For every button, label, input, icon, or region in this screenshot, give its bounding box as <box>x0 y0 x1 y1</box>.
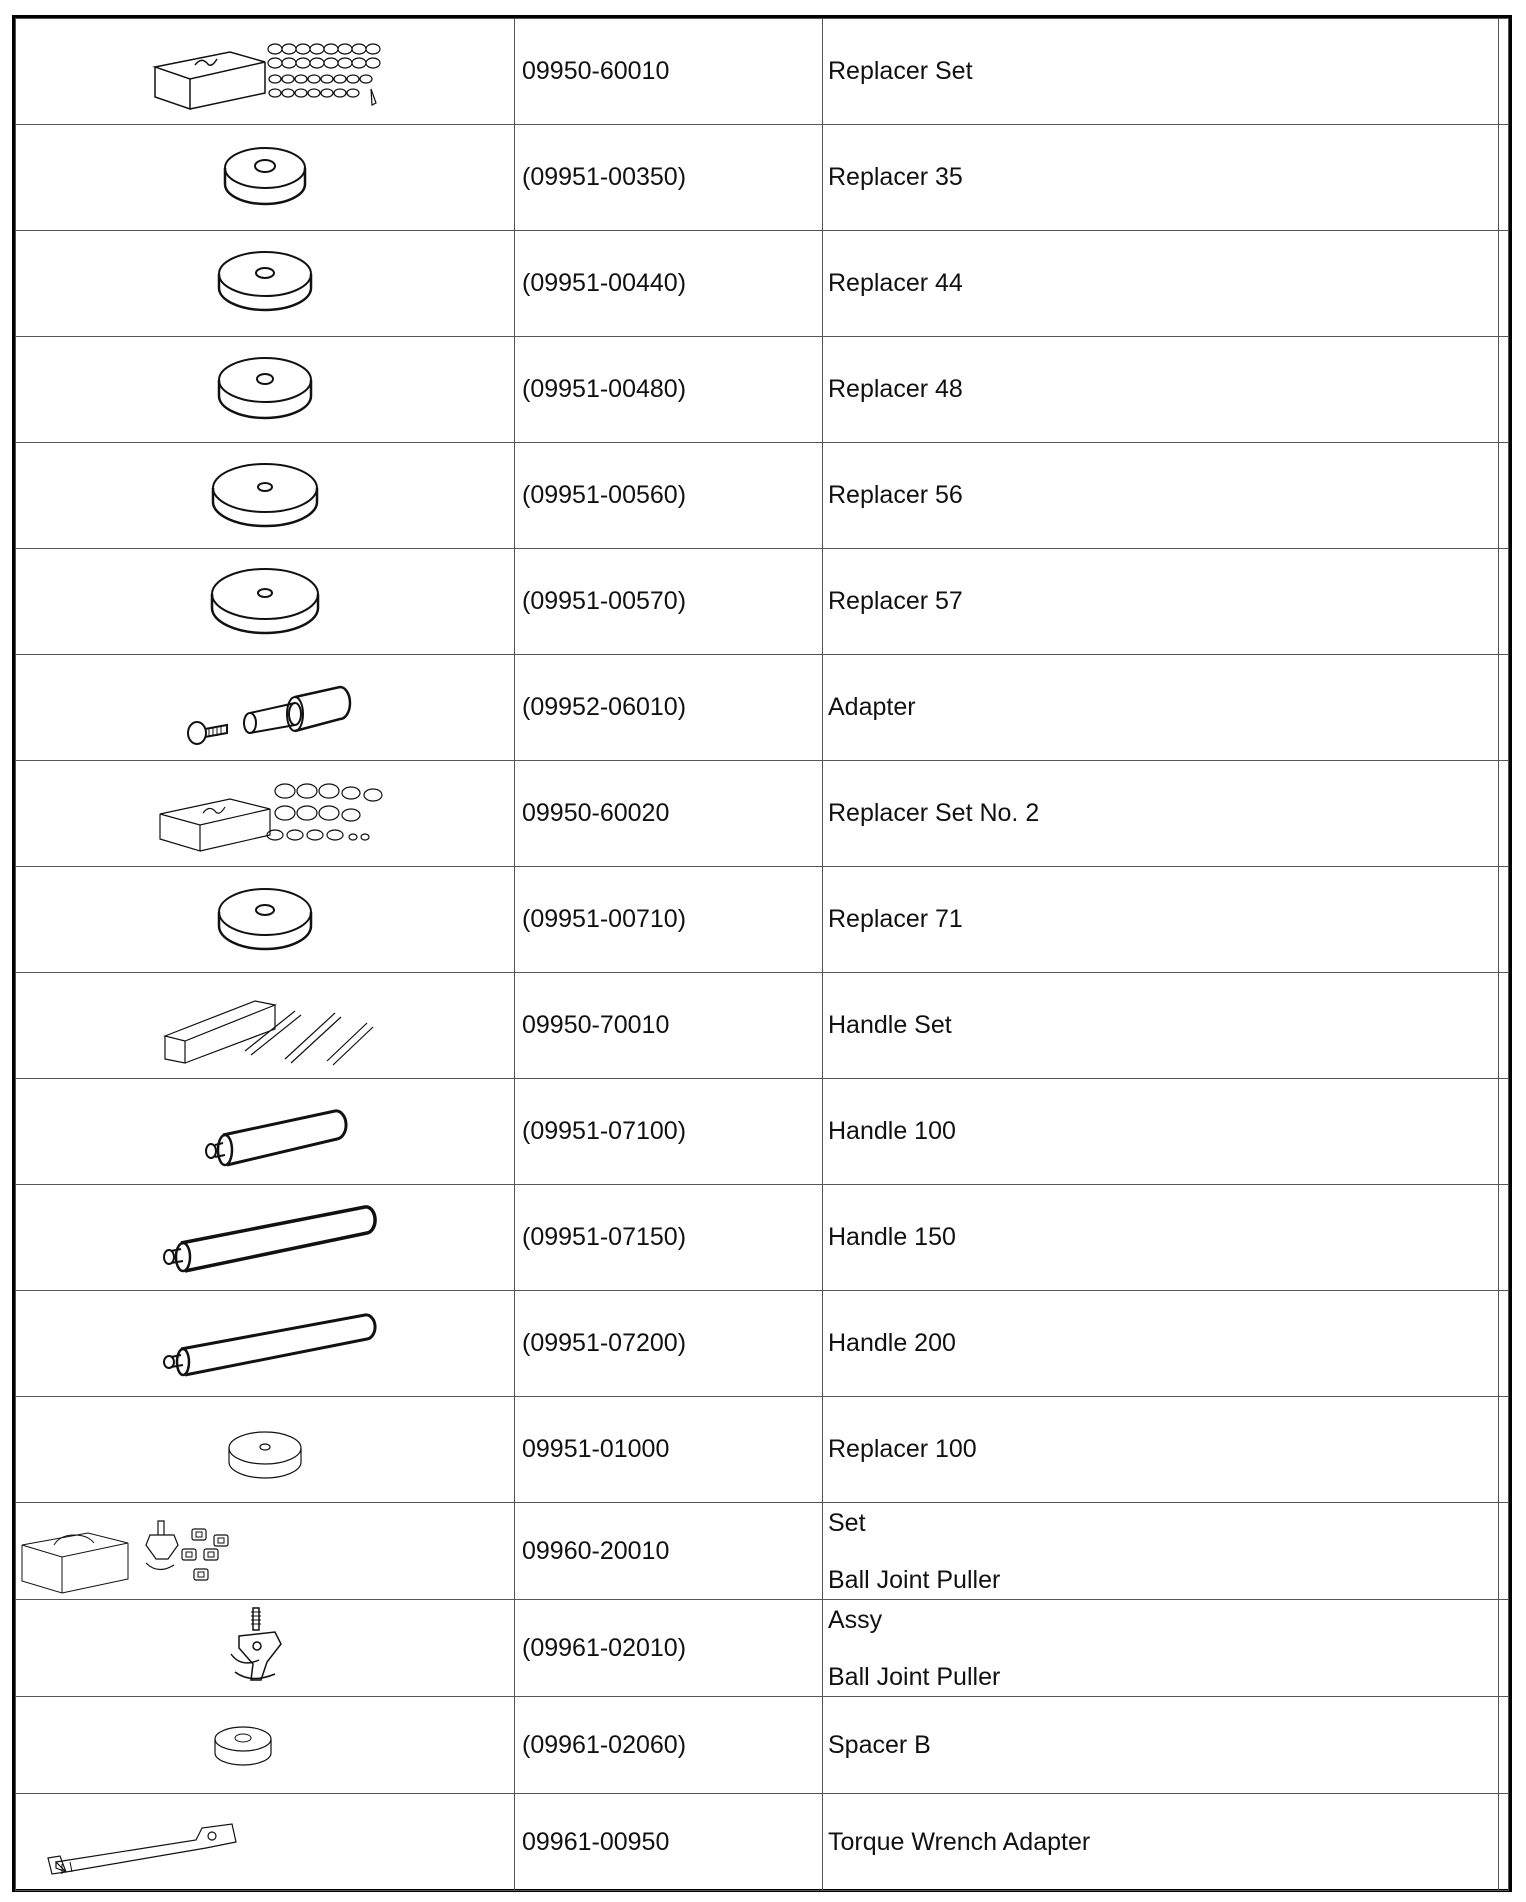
tool-illustration-cell <box>16 867 515 973</box>
handle-illustration <box>135 1299 395 1389</box>
tool-illustration-cell <box>16 655 515 761</box>
tool-illustration-cell <box>16 549 515 655</box>
table-row <box>16 443 1509 549</box>
tool-illustration-cell <box>16 1600 515 1697</box>
tool-name-line-1: Assy <box>828 1606 883 1634</box>
empty-cell <box>1499 655 1509 761</box>
empty-cell <box>1499 761 1509 867</box>
tool-illustration-cell <box>16 231 515 337</box>
tool-name: Replacer 35 <box>823 125 1499 231</box>
replacer-disc-illustration <box>200 880 330 960</box>
tool-name <box>823 1503 1499 1600</box>
table-row <box>16 1600 1509 1697</box>
replacer-disc-illustration <box>200 350 330 430</box>
handle-illustration <box>135 1193 395 1283</box>
tool-name-line-2: Ball Joint Puller <box>828 1663 1001 1691</box>
replacer-disc-illustration <box>195 456 335 536</box>
empty-cell <box>1499 1397 1509 1503</box>
tool-name-line-1: Set <box>828 1509 866 1537</box>
empty-cell <box>1499 125 1509 231</box>
empty-cell <box>1499 337 1509 443</box>
tool-illustration-cell <box>16 19 515 125</box>
tool-illustration-cell <box>16 1697 515 1794</box>
table-row <box>16 1697 1509 1794</box>
empty-cell <box>1499 231 1509 337</box>
tool-name: Handle Set <box>823 973 1499 1079</box>
tool-illustration-cell <box>16 1079 515 1185</box>
empty-cell <box>1499 549 1509 655</box>
tool-illustration-cell <box>16 1185 515 1291</box>
tool-illustration-cell <box>16 761 515 867</box>
empty-cell <box>1499 1079 1509 1185</box>
empty-cell <box>1499 443 1509 549</box>
table-row <box>16 761 1509 867</box>
tool-name: Handle 150 <box>823 1185 1499 1291</box>
tool-name: Handle 200 <box>823 1291 1499 1397</box>
tool-name: Replacer 71 <box>823 867 1499 973</box>
table-row <box>16 867 1509 973</box>
tool-illustration-cell <box>16 1397 515 1503</box>
handle-set-illustration <box>145 981 385 1071</box>
special-tools-table <box>12 15 1512 1892</box>
empty-cell <box>1499 1291 1509 1397</box>
empty-cell <box>1499 1503 1509 1600</box>
tool-illustration-cell <box>16 337 515 443</box>
replacer-disc-illustration <box>205 138 325 218</box>
adapter-illustration <box>155 663 375 753</box>
part-number: 09951-01000 <box>515 1397 823 1503</box>
tool-name: Torque Wrench Adapter <box>823 1794 1499 1891</box>
tool-name: Replacer 56 <box>823 443 1499 549</box>
empty-cell <box>1499 1185 1509 1291</box>
empty-cell <box>1499 19 1509 125</box>
part-number: (09951-00710) <box>515 867 823 973</box>
table-row <box>16 1079 1509 1185</box>
table-row <box>16 337 1509 443</box>
table-row <box>16 549 1509 655</box>
tool-name: Adapter <box>823 655 1499 761</box>
replacer-set-case-illustration <box>135 27 395 117</box>
tool-name: Replacer Set <box>823 19 1499 125</box>
table-row <box>16 1397 1509 1503</box>
handle-illustration <box>165 1087 365 1177</box>
replacer-disc-illustration <box>200 244 330 324</box>
table-row <box>16 1503 1509 1600</box>
part-number: (09951-00570) <box>515 549 823 655</box>
tool-name <box>823 1600 1499 1697</box>
replacer-disc-illustration <box>195 562 335 642</box>
part-number: (09951-00560) <box>515 443 823 549</box>
part-number: (09951-00480) <box>515 337 823 443</box>
table-row <box>16 1185 1509 1291</box>
ball-joint-puller-set-illustration <box>18 1505 248 1597</box>
tool-name: Replacer Set No. 2 <box>823 761 1499 867</box>
part-number: 09950-70010 <box>515 973 823 1079</box>
part-number: (09951-07100) <box>515 1079 823 1185</box>
tool-name: Handle 100 <box>823 1079 1499 1185</box>
tool-illustration-cell <box>16 1291 515 1397</box>
part-number: 09950-60010 <box>515 19 823 125</box>
part-number: (09961-02010) <box>515 1600 823 1697</box>
empty-cell <box>1499 1697 1509 1794</box>
empty-cell <box>1499 973 1509 1079</box>
table-row <box>16 231 1509 337</box>
table-row <box>16 19 1509 125</box>
part-number: (09952-06010) <box>515 655 823 761</box>
part-number: (09951-00440) <box>515 231 823 337</box>
tool-name: Replacer 57 <box>823 549 1499 655</box>
empty-cell <box>1499 1600 1509 1697</box>
table-row <box>16 125 1509 231</box>
part-number: (09951-00350) <box>515 125 823 231</box>
tool-name-line-2: Ball Joint Puller <box>828 1566 1001 1594</box>
ball-joint-puller-illustration <box>185 1602 345 1694</box>
tool-illustration-cell <box>16 443 515 549</box>
tool-illustration-cell <box>16 1503 515 1600</box>
table-row <box>16 1291 1509 1397</box>
replacer-disc-illustration <box>200 1410 330 1490</box>
part-number: 09961-00950 <box>515 1794 823 1891</box>
tool-name: Replacer 100 <box>823 1397 1499 1503</box>
tool-illustration-cell <box>16 125 515 231</box>
part-number: 09960-20010 <box>515 1503 823 1600</box>
tool-illustration-cell <box>16 973 515 1079</box>
spacer-illustration <box>185 1705 345 1785</box>
part-number: (09951-07200) <box>515 1291 823 1397</box>
part-number: (09951-07150) <box>515 1185 823 1291</box>
tool-name: Replacer 44 <box>823 231 1499 337</box>
empty-cell <box>1499 1794 1509 1891</box>
tool-name: Spacer B <box>823 1697 1499 1794</box>
table-row <box>16 1794 1509 1891</box>
table-row <box>16 655 1509 761</box>
tool-name: Replacer 48 <box>823 337 1499 443</box>
torque-wrench-adapter-illustration <box>26 1802 266 1882</box>
table-row <box>16 973 1509 1079</box>
part-number: 09950-60020 <box>515 761 823 867</box>
empty-cell <box>1499 867 1509 973</box>
tool-illustration-cell <box>16 1794 515 1891</box>
replacer-set-case-illustration <box>135 769 395 859</box>
part-number: (09961-02060) <box>515 1697 823 1794</box>
